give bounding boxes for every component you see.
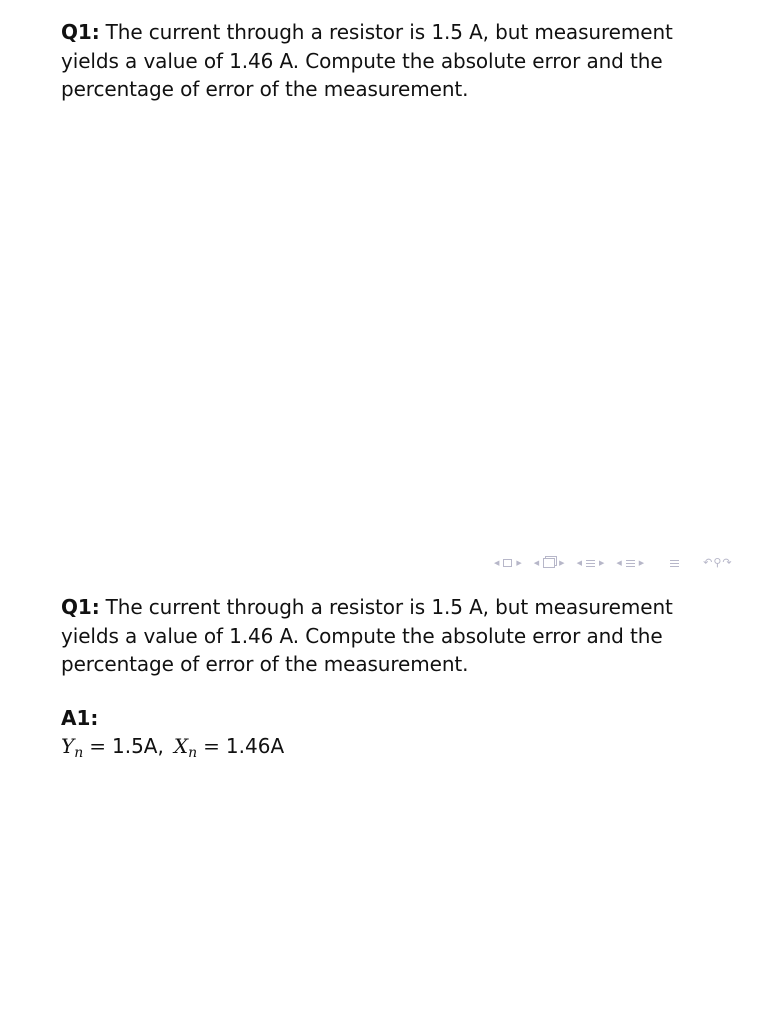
eq-x-variable: X [173, 734, 189, 758]
nav-left-arrow-icon[interactable]: ◀ [533, 559, 540, 567]
eq-y-subscript: n [74, 745, 84, 761]
nav-search-group[interactable] [703, 556, 732, 570]
nav-subsection-icon[interactable] [626, 559, 635, 568]
nav-left-arrow-icon[interactable]: ◀ [576, 559, 582, 567]
nav-appendix-icon[interactable] [670, 559, 679, 568]
nav-section-group[interactable] [575, 556, 607, 570]
nav-section-icon[interactable] [586, 559, 595, 568]
question-text: The current through a resistor is 1.5 A, but measurement yields a value of 1.46 A. Compute the absolute error and the percentage of error of the measurement. [61, 20, 673, 101]
nav-right-arrow-icon[interactable]: ▶ [598, 559, 605, 567]
beamer-navigation-bar [492, 556, 732, 570]
nav-left-arrow-icon[interactable]: ◀ [494, 559, 500, 567]
nav-frame-icon[interactable] [543, 558, 555, 568]
nav-right-arrow-icon[interactable]: ▶ [559, 559, 565, 567]
nav-back-icon[interactable]: ↶ [703, 556, 713, 569]
eq-equals: = [89, 734, 106, 758]
slide-2 [0, 576, 768, 1024]
nav-right-arrow-icon[interactable]: ▶ [638, 559, 645, 567]
nav-search-icon[interactable]: ⚲ [713, 556, 722, 569]
nav-slide-icon[interactable] [503, 559, 512, 567]
nav-frame-group[interactable] [532, 556, 567, 570]
question-label: Q1: [61, 595, 100, 619]
question-1 [61, 18, 701, 104]
nav-subsection-group[interactable] [614, 556, 646, 570]
eq-y-variable: Y [61, 734, 75, 758]
eq-x-subscript: n [188, 745, 198, 761]
eq-y-value: 1.5A, [112, 734, 164, 758]
eq-x-value: 1.46A [225, 734, 285, 758]
answer-label: A1: [61, 706, 99, 730]
eq-equals: = [203, 734, 220, 758]
nav-forward-icon[interactable]: ↷ [722, 556, 732, 569]
nav-right-arrow-icon[interactable]: ▶ [516, 559, 522, 567]
nav-appendix-group[interactable] [668, 559, 681, 568]
question-text: The current through a resistor is 1.5 A, but measurement yields a value of 1.46 A. Compute the absolute error and the percentage of error of the measurement. [61, 595, 673, 676]
nav-slide-group[interactable] [492, 556, 524, 570]
question-label: Q1: [61, 20, 100, 44]
answer-equation [61, 732, 284, 767]
question-1 [61, 593, 701, 679]
nav-left-arrow-icon[interactable]: ◀ [616, 559, 622, 567]
